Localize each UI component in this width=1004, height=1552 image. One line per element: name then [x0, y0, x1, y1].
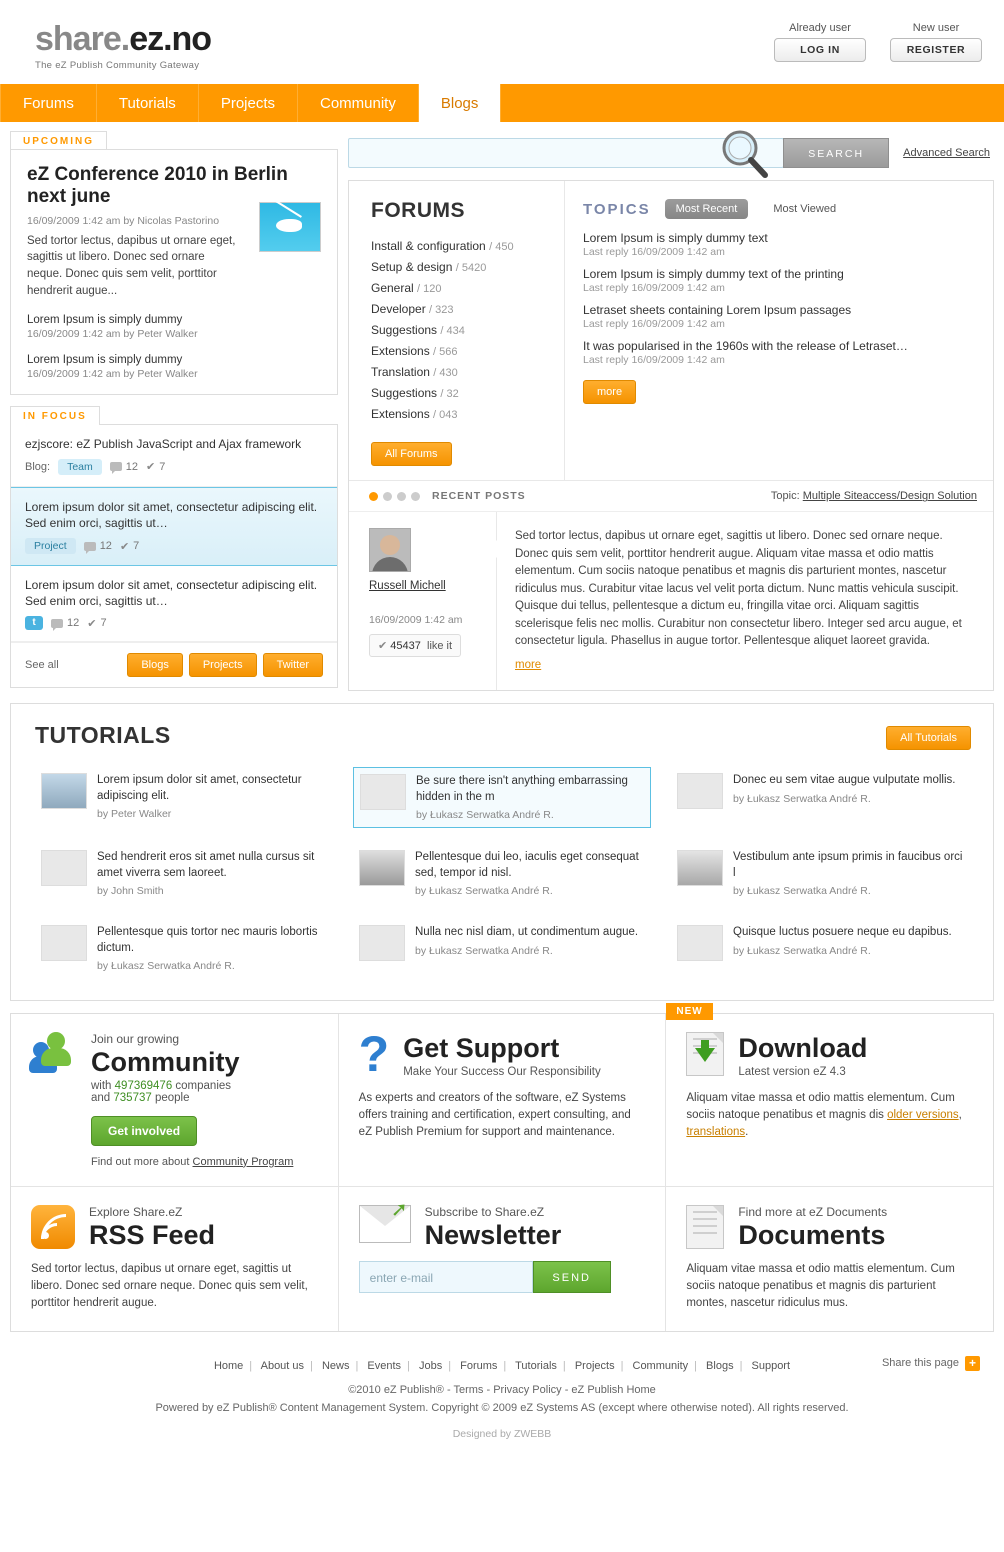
email-field[interactable]: enter e-mail — [359, 1261, 533, 1293]
comment-count-value: 12 — [67, 617, 80, 630]
promo-head — [31, 1032, 318, 1167]
promo-head — [359, 1198, 646, 1250]
recent-post-text — [497, 512, 993, 690]
login-group — [774, 22, 866, 62]
documents-title: Documents — [738, 1219, 886, 1250]
logo-wordmark — [35, 20, 211, 59]
list-item[interactable] — [371, 237, 564, 256]
tutorial-title: Pellentesque dui leo, iaculis eget consequat sed, tempor id nisl. — [415, 851, 639, 879]
company-count: 497369476 — [114, 1079, 173, 1092]
tutorial-card[interactable] — [671, 844, 969, 903]
tutorial-author: by Łukasz Serwatka André R. — [97, 960, 235, 973]
new-user-label: New user — [912, 22, 960, 34]
download-version: Latest version eZ 4.3 — [738, 1065, 846, 1078]
search-icon — [716, 126, 772, 182]
list-item[interactable] — [371, 363, 564, 382]
check-icon: ✔ — [146, 461, 156, 474]
upcoming-meta: 16/09/2009 1:42 am by Nicolas Pastorino — [27, 214, 220, 227]
stats-post: people — [151, 1091, 190, 1104]
upcoming-tab: UPCOMING — [10, 131, 107, 150]
upcoming-lead: Sed tortor lectus, dapibus ut ornare eget, sagittis ut libero. Donec sed ornare neque. Donec quis sem velit, porttitor hendrerit augue... — [27, 234, 236, 297]
envelope-icon — [359, 1198, 411, 1243]
forum-count: / 5420 — [455, 262, 487, 275]
tutorial-thumbnail — [677, 850, 723, 886]
list-item[interactable] — [11, 487, 337, 566]
forum-count: / 434 — [440, 325, 465, 338]
upcoming-item-meta: 16/09/2009 1:42 am by Peter Walker — [27, 367, 198, 380]
newsletter-form — [359, 1261, 646, 1293]
download-text — [686, 1090, 973, 1142]
like-count-value: 7 — [133, 540, 140, 553]
login-button[interactable]: LOG IN — [774, 38, 866, 62]
search-bar — [348, 130, 994, 168]
people-icon — [31, 1032, 77, 1074]
tutorial-title: Pellentesque quis tortor nec mauris lobortis dictum. — [97, 926, 318, 954]
nav-item-tutorials[interactable]: Tutorials — [97, 84, 199, 122]
list-item[interactable] — [371, 300, 564, 319]
tutorial-card[interactable] — [35, 767, 333, 828]
recent-posts-label: RECENT POSTS — [432, 490, 526, 503]
footer-legal-line-1: ©2010 eZ Publish® - Terms - Privacy Policy - eZ Publish Home — [348, 1383, 656, 1396]
share-label: Share this page — [881, 1357, 959, 1370]
topic-meta: Last reply 16/09/2009 1:42 am — [583, 246, 725, 258]
logo-text-light: share. — [35, 20, 130, 58]
forums-column — [349, 181, 564, 480]
tutorial-thumbnail — [359, 925, 405, 961]
comment-count — [51, 617, 79, 629]
post-body-text: Sed tortor lectus, dapibus ut ornare eget, sagittis ut libero. Donec sed ornare neque. Donec quis sem velit, porttitor hendrerit augue. Aliquam vitae massa et odio mattis elementum. Cum sociis natoque penatibus et magnis dis parturient montes, nascetur ridiculus mus. Curabitur vitae lacus vel velit porta dictum. Nunc mattis vehicula suscipit. Quisque dui tellus, pellentesque a dictum eu, fringilla vitae orci. Aliquam sagittis scelerisque felis nec mollis. Curabitur non consectetur libero. Integer sed arcu augue, et consectetur ligula. Phasellus in augue tortor. Pellentesque aliquet laoreet gravida. — [515, 530, 962, 648]
community-title: Community — [91, 1047, 240, 1078]
forum-count: / 430 — [433, 367, 458, 380]
rss-icon — [31, 1205, 75, 1249]
register-button[interactable]: REGISTER — [890, 38, 982, 62]
promo-row-top — [11, 1006, 993, 1186]
list-item[interactable] — [583, 339, 977, 366]
infocus-item-tag[interactable]: Project — [25, 538, 76, 554]
promo-head — [31, 1205, 318, 1249]
tab-most-viewed[interactable]: Most Viewed — [773, 203, 837, 215]
tutorial-author: by Łukasz Serwatka André R. — [416, 809, 554, 822]
older-versions-link[interactable]: older versions — [887, 1108, 959, 1121]
like-count — [146, 460, 165, 473]
rod-shape — [272, 198, 302, 218]
tutorial-title: Nulla nec nisl diam, ut condimentum augue. — [415, 926, 639, 939]
comment-icon — [110, 462, 122, 471]
author-name[interactable]: Russell Michell — [369, 580, 446, 593]
tutorial-title: Lorem ipsum dolor sit amet, consectetur adipiscing elit. — [97, 774, 302, 802]
forum-link[interactable]: General — [371, 281, 414, 296]
download-icon — [686, 1032, 724, 1076]
forums-panel — [348, 180, 994, 691]
list-item[interactable] — [11, 425, 337, 487]
search-control-group — [348, 138, 889, 168]
comment-count-value: 12 — [99, 540, 112, 553]
documents-text: Aliquam vitae massa et odio mattis elementum. Cum sociis natoque penatibus et magnis dis parturient montes, nascetur ridiculus mus. — [686, 1262, 955, 1310]
like-count-value: 45437 — [390, 640, 421, 653]
forum-link[interactable]: Translation — [371, 365, 430, 380]
promo-row-bottom — [11, 1187, 993, 1331]
tutorials-title: TUTORIALS — [35, 722, 171, 749]
infocus-item-meta — [25, 616, 323, 630]
send-button[interactable]: SEND — [533, 1261, 611, 1293]
infocus-item-title: ezjscore: eZ Publish JavaScript and Ajax framework — [25, 436, 302, 451]
tutorials-section — [10, 703, 994, 1001]
recent-post-body — [349, 511, 993, 690]
infocus-footer — [11, 642, 337, 687]
promo-newsletter — [338, 1187, 666, 1331]
list-item[interactable] — [583, 303, 977, 330]
tutorials-grid — [35, 767, 969, 978]
register-group — [890, 22, 982, 62]
tutorial-card[interactable] — [353, 919, 651, 978]
footer-link-home[interactable]: Home — [213, 1359, 244, 1372]
rss-title: RSS Feed — [89, 1219, 216, 1250]
main-nav — [0, 84, 1004, 122]
tutorial-thumbnail — [41, 925, 87, 961]
rss-text: Sed tortor lectus, dapibus ut ornare eget, sagittis ut libero. Donec sed ornare neque. Donec quis sem velit, porttitor hendrerit augue. — [31, 1262, 308, 1310]
stats-pre: with — [91, 1079, 115, 1092]
nav-item-community[interactable]: Community — [298, 84, 419, 122]
tutorial-thumbnail — [360, 774, 406, 810]
footer-nav: Home | About us | News | Events | Jobs | Forums | Tutorials | Projects | Community | Blogs | Support — [213, 1359, 791, 1372]
infocus-item-title: Lorem ipsum dolor sit amet, consectetur adipiscing elit. Sed enim orci, sagittis ut… — [25, 578, 318, 609]
footer-link-jobs[interactable]: Jobs — [418, 1359, 443, 1372]
like-count — [87, 617, 106, 630]
list-item[interactable] — [371, 384, 564, 403]
promo-community — [11, 1014, 338, 1186]
doc-line — [693, 1218, 717, 1220]
forum-link[interactable]: Extensions — [371, 344, 430, 359]
tutorial-card[interactable] — [35, 919, 333, 978]
footer-link-events[interactable]: Events — [367, 1359, 402, 1372]
tutorial-card[interactable] — [671, 919, 969, 978]
recent-posts-header — [349, 481, 993, 511]
infocus-item-title: Lorem ipsum dolor sit amet, consectetur adipiscing elit. Sed enim orci, sagittis ut… — [25, 499, 318, 530]
support-title: Get Support — [403, 1033, 560, 1064]
forum-count: / 120 — [417, 283, 442, 296]
translations-link[interactable]: translations — [686, 1126, 746, 1139]
avatar-head — [380, 535, 400, 555]
like-count-value: 7 — [159, 460, 166, 473]
footer-link-news[interactable]: News — [321, 1359, 350, 1372]
footer-link-about[interactable]: About us — [260, 1359, 305, 1372]
findout-prefix: Find out more about — [91, 1155, 193, 1168]
newsletter-title: Newsletter — [424, 1219, 562, 1250]
fish-shape — [276, 219, 302, 232]
comment-count-value: 12 — [125, 460, 139, 473]
topics-header — [583, 199, 977, 219]
recent-post-author-block — [349, 512, 497, 690]
tutorial-thumbnail — [41, 773, 87, 809]
person-green-body — [41, 1048, 71, 1066]
like-count-value: 7 — [100, 617, 107, 630]
arrow-up-icon: ➚ — [390, 1198, 408, 1221]
share-this-page[interactable] — [882, 1356, 980, 1371]
list-item[interactable] — [371, 405, 564, 424]
promo-section — [10, 1006, 994, 1331]
tutorial-author: by Łukasz Serwatka André R. — [415, 944, 553, 957]
nav-item-forums[interactable]: Forums — [0, 84, 97, 122]
like-button[interactable] — [369, 634, 461, 657]
forum-link[interactable]: Suggestions — [371, 323, 438, 338]
comment-icon — [84, 542, 96, 551]
promo-head — [686, 1032, 973, 1077]
topics-column — [564, 181, 993, 480]
list-item[interactable] — [371, 342, 564, 361]
tutorial-title: Quisque luctus posuere neque eu dapibus. — [733, 926, 952, 939]
check-icon: ✔ — [378, 640, 388, 653]
download-arrow-head — [695, 1048, 715, 1062]
footer-link-tutorials[interactable]: Tutorials — [515, 1359, 557, 1372]
tutorial-title: Vestibulum ante ipsum primis in faucibus orci l — [733, 851, 963, 879]
forum-count: / 450 — [489, 241, 514, 253]
people-count: 735737 — [113, 1091, 152, 1104]
upcoming-headline[interactable]: eZ Conference 2010 in Berlin next june — [27, 164, 288, 208]
forums-title: FORUMS — [371, 199, 465, 222]
recent-posts-section — [349, 480, 993, 690]
avatar-body — [372, 557, 408, 572]
avatar — [369, 528, 411, 572]
advanced-search-link[interactable]: Advanced Search — [903, 147, 990, 159]
tutorial-title: Sed hendrerit eros sit amet nulla cursus sit amet viverra sem laoreet. — [97, 851, 315, 879]
rss-arc-2 — [41, 1214, 66, 1239]
link-separator: , — [958, 1108, 962, 1121]
all-forums-button[interactable]: All Forums — [371, 442, 452, 466]
infocus-item-prefix: Blog: — [25, 460, 51, 473]
filter-projects-button[interactable]: Projects — [189, 653, 257, 677]
forum-link[interactable]: Setup & design — [371, 260, 453, 275]
download-body: Aliquam vitae massa et odio mattis elementum. Cum sociis natoque penatibus et magnis dis — [686, 1091, 955, 1121]
topic-title: It was popularised in the 1960s with the release of Letraset… — [583, 339, 908, 353]
topics-title: TOPICS — [583, 200, 651, 218]
more-topics-button[interactable]: more — [583, 380, 636, 404]
tutorial-author: by Peter Walker — [97, 808, 172, 821]
tutorial-thumbnail — [41, 850, 87, 886]
carousel-dot-3[interactable] — [397, 492, 406, 501]
topics-list — [583, 231, 977, 366]
list-item[interactable] — [371, 321, 564, 340]
already-user-label: Already user — [789, 22, 851, 34]
forum-link[interactable]: Install & configuration — [371, 239, 486, 253]
footer-link-forums[interactable]: Forums — [460, 1359, 498, 1372]
forum-count: / 323 — [429, 304, 454, 317]
right-column — [348, 130, 994, 691]
topic-title: Letraset sheets containing Lorem Ipsum passages — [583, 303, 852, 317]
forum-link[interactable]: Developer — [371, 302, 426, 317]
all-tutorials-button[interactable]: All Tutorials — [886, 726, 971, 750]
upcoming-item-title: Lorem Ipsum is simply dummy — [27, 313, 183, 326]
search-button[interactable]: SEARCH — [783, 138, 889, 168]
promo-rss — [11, 1187, 338, 1331]
topic-meta: Last reply 16/09/2009 1:42 am — [583, 318, 725, 330]
tutorial-author: by Łukasz Serwatka André R. — [733, 792, 871, 805]
stats-and: and — [91, 1091, 114, 1104]
tutorial-author: by Łukasz Serwatka André R. — [733, 885, 871, 898]
download-title: Download — [738, 1033, 868, 1064]
documents-kicker: Find more at eZ Documents — [738, 1204, 888, 1219]
topic-prefix: Topic: — [770, 490, 800, 503]
see-all-link[interactable]: See all — [25, 659, 59, 672]
filter-twitter-button[interactable]: Twitter — [263, 653, 323, 677]
tutorial-author: by Łukasz Serwatka André R. — [415, 885, 553, 898]
left-column — [10, 130, 338, 688]
twitter-icon: t — [25, 616, 43, 630]
list-item[interactable] — [583, 267, 977, 294]
stats-mid: companies — [172, 1079, 232, 1092]
nav-item-projects[interactable]: Projects — [199, 84, 298, 122]
check-icon: ✔ — [87, 617, 97, 630]
recent-post-topic — [771, 490, 977, 502]
topic-title: Lorem Ipsum is simply dummy text — [583, 231, 768, 245]
carousel-dot-4[interactable] — [411, 492, 420, 501]
tutorial-card[interactable] — [353, 844, 651, 903]
main-content — [0, 122, 1004, 691]
promo-head — [686, 1205, 973, 1249]
topic-meta: Last reply 16/09/2009 1:42 am — [583, 282, 725, 294]
tutorial-card[interactable] — [671, 767, 969, 828]
promo-documents — [665, 1187, 993, 1331]
forums-list — [371, 237, 564, 424]
site-header — [0, 0, 1004, 84]
carousel-dots[interactable] — [369, 492, 420, 501]
tutorial-thumbnail — [677, 925, 723, 961]
logo-text-dark: ez.no — [129, 20, 212, 58]
footer-link-community[interactable]: Community — [632, 1359, 689, 1372]
forum-link[interactable]: Suggestions — [371, 386, 438, 401]
post-more-link[interactable]: more — [515, 658, 542, 671]
tutorial-thumbnail — [359, 850, 405, 886]
plus-icon[interactable]: + — [965, 1356, 980, 1371]
tutorial-thumbnail — [677, 773, 723, 809]
rss-kicker: Explore Share.eZ — [89, 1204, 183, 1219]
infocus-item-tag[interactable]: Team — [58, 459, 102, 475]
like-count — [120, 540, 139, 553]
community-kicker: Join our growing — [91, 1032, 180, 1047]
list-item[interactable] — [371, 279, 564, 298]
list-item[interactable] — [583, 231, 977, 258]
carousel-dot-2[interactable] — [383, 492, 392, 501]
carousel-dot-1[interactable] — [369, 492, 378, 501]
upcoming-item-meta: 16/09/2009 1:42 am by Peter Walker — [27, 327, 198, 340]
topic-meta: Last reply 16/09/2009 1:42 am — [583, 354, 725, 366]
footer-designed-by: Designed by ZWEBB — [452, 1427, 552, 1440]
topic-title: Lorem Ipsum is simply dummy text of the printing — [583, 267, 844, 281]
callout-arrow — [488, 540, 497, 558]
documents-icon — [686, 1205, 724, 1249]
logo-tagline: The eZ Publish Community Gateway — [35, 60, 200, 71]
infocus-panel — [10, 424, 338, 689]
tutorial-author: by John Smith — [97, 885, 164, 898]
doc-line — [693, 1232, 717, 1234]
infocus-item-meta — [25, 459, 323, 475]
question-mark-icon: ? — [358, 1026, 390, 1083]
forum-link[interactable]: Extensions — [371, 407, 430, 422]
support-text: As experts and creators of the software, eZ Systems offers training and certification, expert consulting, and eZ Publish Premium for support and maintenance. — [358, 1091, 631, 1139]
auth-area — [774, 22, 982, 62]
forum-count: / 043 — [433, 409, 458, 422]
infocus-section — [10, 405, 338, 689]
support-subtitle: Make Your Success Our Responsibility — [403, 1065, 601, 1078]
topic-link[interactable]: Multiple Siteaccess/Design Solution — [802, 490, 977, 503]
like-label: like it — [427, 640, 453, 653]
site-footer — [0, 1346, 1004, 1440]
infocus-tab: IN FOCUS — [10, 406, 100, 425]
upcoming-item[interactable] — [27, 354, 321, 380]
infocus-item-meta — [25, 538, 323, 554]
site-logo[interactable] — [35, 20, 211, 71]
get-involved-button[interactable]: Get involved — [91, 1116, 197, 1146]
forum-count: / 566 — [433, 346, 458, 359]
fish-photo-thumbnail — [259, 202, 321, 252]
comment-count — [110, 461, 138, 473]
footer-link-support[interactable]: Support — [751, 1359, 791, 1372]
tutorial-card[interactable] — [35, 844, 333, 903]
upcoming-item-title: Lorem Ipsum is simply dummy — [27, 353, 183, 366]
footer-legal-line-2: Powered by eZ Publish® Content Management System. Copyright © 2009 eZ Systems AS (except where otherwise noted). All rights reserved. — [155, 1401, 849, 1414]
doc-line — [693, 1211, 717, 1213]
new-badge: NEW — [666, 1003, 712, 1020]
tutorial-card[interactable] — [353, 767, 651, 828]
community-stats — [91, 1080, 293, 1104]
period: . — [745, 1126, 749, 1139]
infocus-filter-buttons — [127, 653, 323, 677]
doc-line — [693, 1225, 717, 1227]
comment-icon — [51, 619, 63, 628]
tab-most-recent[interactable]: Most Recent — [665, 199, 749, 219]
tutorial-author: by Łukasz Serwatka André R. — [733, 944, 871, 957]
forum-count: / 32 — [440, 388, 459, 401]
list-item[interactable] — [371, 258, 564, 277]
newsletter-kicker: Subscribe to Share.eZ — [424, 1204, 545, 1219]
list-item[interactable] — [11, 566, 337, 642]
promo-support — [338, 1014, 666, 1186]
promo-head — [358, 1026, 646, 1083]
upcoming-panel — [10, 149, 338, 395]
community-program-link[interactable]: Community Program — [192, 1155, 294, 1168]
upcoming-item[interactable] — [27, 314, 321, 340]
promo-download — [665, 1006, 993, 1186]
community-findout — [91, 1156, 293, 1168]
filter-blogs-button[interactable]: Blogs — [127, 653, 183, 677]
post-date: 16/09/2009 1:42 am — [369, 614, 463, 627]
footer-link-projects[interactable]: Projects — [574, 1359, 615, 1372]
check-icon: ✔ — [119, 540, 130, 553]
footer-link-blogs[interactable]: Blogs — [706, 1359, 734, 1372]
tutorial-title: Be sure there isn't anything embarrassing hidden in the m — [416, 775, 628, 803]
nav-item-blogs[interactable]: Blogs — [419, 84, 502, 122]
comment-count — [84, 540, 112, 552]
tutorial-title: Donec eu sem vitae augue vulputate mollis. — [733, 774, 956, 787]
